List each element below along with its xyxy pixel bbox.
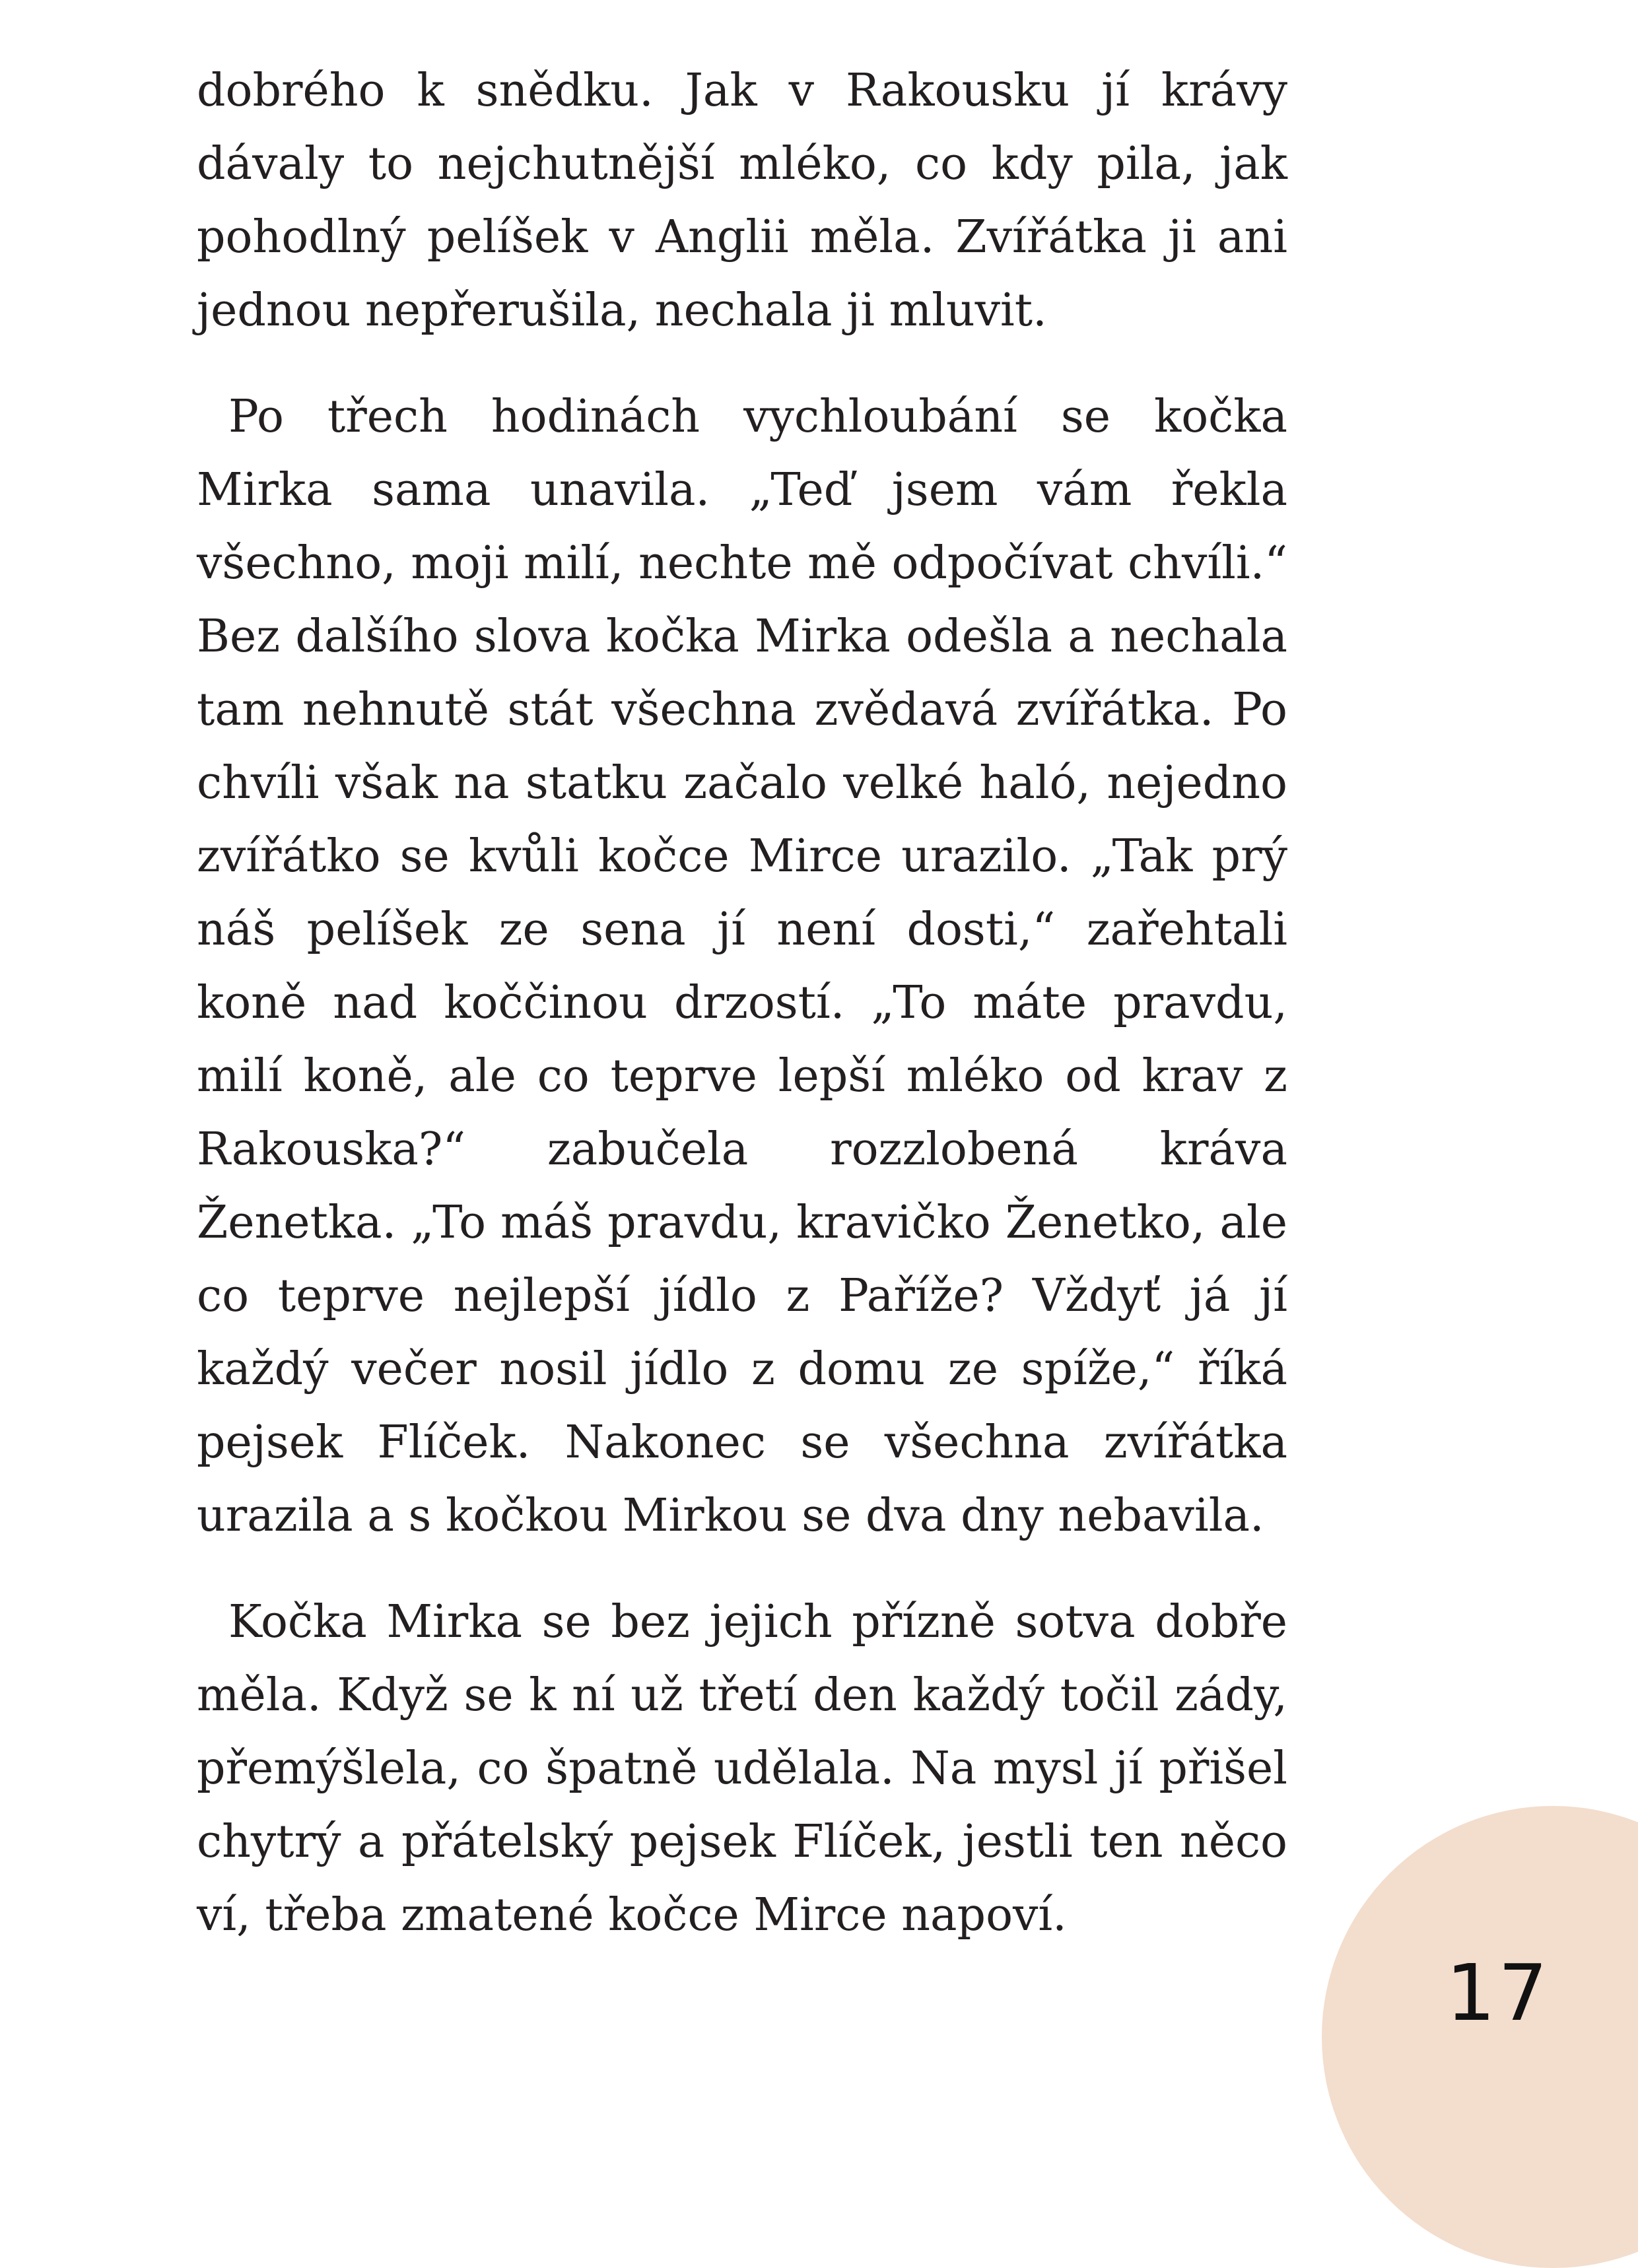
paragraph-2: Po třech hodinách vychloubání se kočka Mirka sama unavila. „Teď jsem vám řekla všechno, moji milí, nechte mě odpočívat chvíli.“ Bez dalšího slova kočka Mirka odešla a nechala tam nehnutě stát všechna zvědavá zvířátka. Po chvíli však na statku začalo velké haló, nejedno zvířátko se kvůli kočce Mirce urazilo. „Tak prý náš pelíšek ze sena jí není dosti,“ zařehtali koně nad koččinou drzostí. „To máte pravdu, milí koně, ale co teprve lepší mléko od krav z Rakouska?“ zabučela rozzlobená kráva Ženetka. „To máš pravdu, kravičko Ženetko, ale co teprve nejlepší jídlo z Paříže? Vždyť já jí každý večer nosil jídlo z domu ze spíže,“ říká pejsek Flíček. Nakonec se všechna zvířátka urazila a s kočkou Mirkou se dva dny nebavila. [197,391,1287,1542]
paragraph-continuation: dobrého k snědku. Jak v Rakousku jí krávy dávaly to nejchutnější mléko, co kdy pila, jak pohodlný pelíšek v Anglii měla. Zvířátka ji ani jednou nepřerušila, nechala ji mluvit. [197,65,1287,337]
paragraph-3: Kočka Mirka se bez jejich přízně sotva dobře měla. Když se k ní už třetí den každý točil zády, přemýšlela, co špatně udělala. Na mysl jí přišel chytrý a přátelský pejsek Flíček, jestli ten něco ví, třeba zmatené kočce Mirce napoví. [197,1596,1287,1941]
body-text [197,54,1287,1952]
page-number: 17 [1446,1947,1551,2038]
